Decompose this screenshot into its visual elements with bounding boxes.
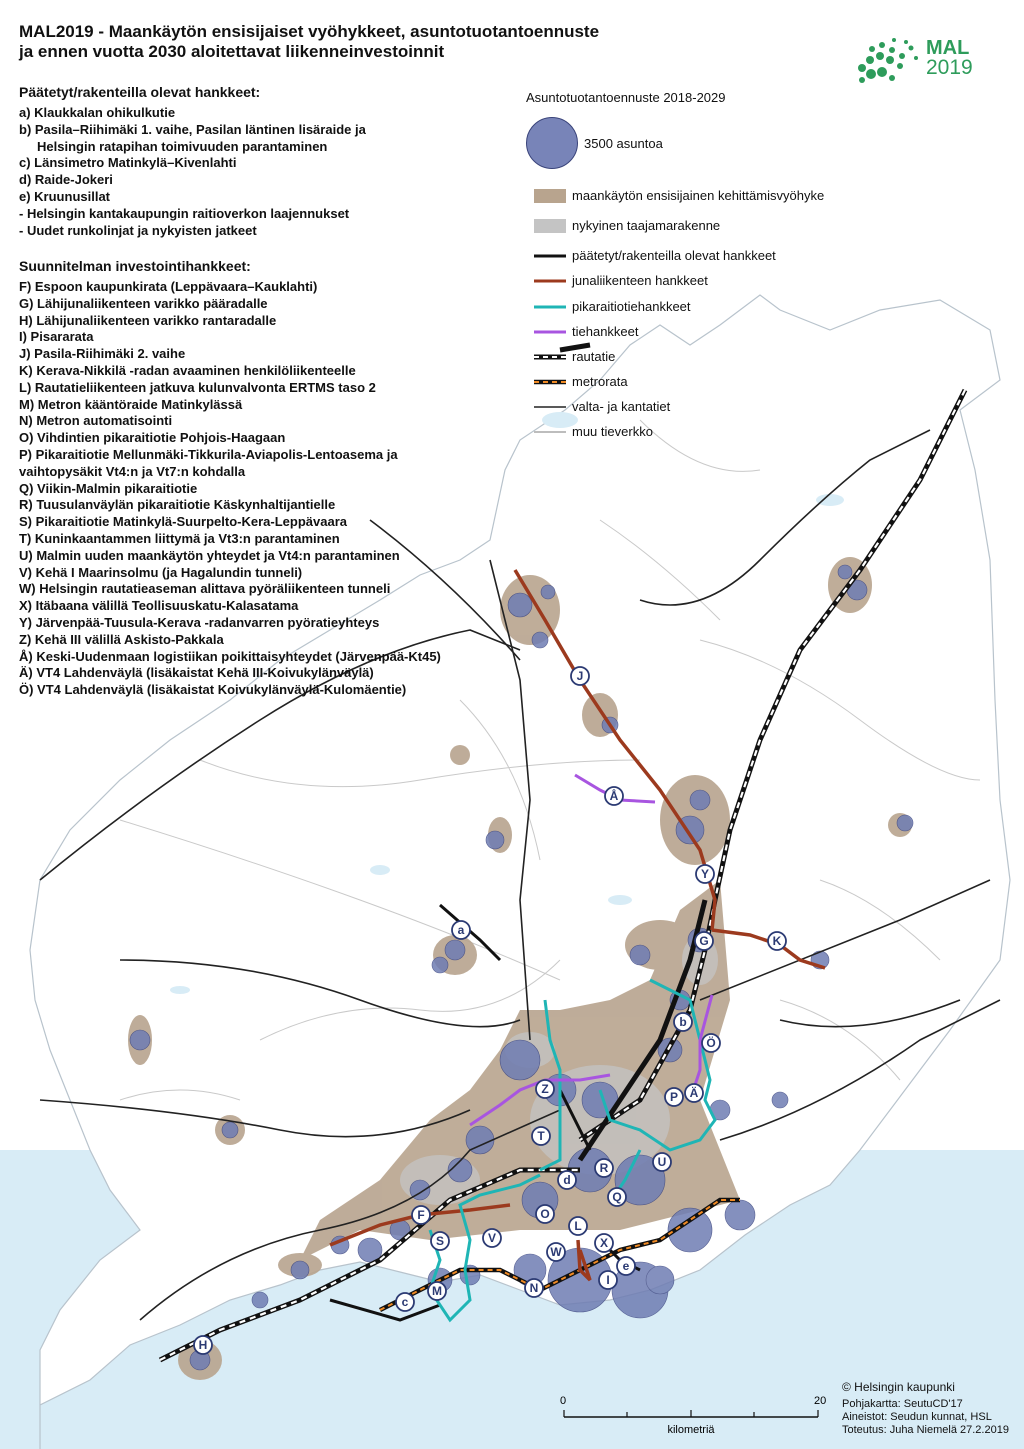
sources-credit: Aineistot: Seudun kunnat, HSL xyxy=(842,1411,992,1423)
legend-row-rail-project xyxy=(526,271,886,291)
legend-row-minor-road xyxy=(526,422,886,442)
marker-H xyxy=(194,1336,212,1354)
marker-R-label: R xyxy=(599,1161,609,1175)
lake xyxy=(170,986,190,994)
planned-projects-heading: Suunnitelman investointihankkeet: xyxy=(19,258,251,274)
planned-item: X) Itäbaana välillä Teollisuuskatu-Kalasatama xyxy=(19,598,299,614)
scale-unit-label: kilometriä xyxy=(667,1424,715,1436)
marker-J xyxy=(571,667,589,685)
marker-A-umlaut-label: Ä xyxy=(689,1086,699,1100)
marker-O-umlaut-label: Ö xyxy=(706,1036,716,1050)
scale-start-label: 0 xyxy=(560,1395,567,1407)
legend-row-decided xyxy=(526,246,886,266)
completed-item: d) Raide-Jokeri xyxy=(19,172,113,188)
mal-logo-text xyxy=(926,38,973,78)
planned-item: Ä) VT4 Lahdenväylä (lisäkaistat Kehä III-Koivukylänväylä) xyxy=(19,665,374,681)
planned-item: S) Pikaraitiotie Matinkylä-Suurpelto-Kera-Leppävaara xyxy=(19,514,347,530)
planned-item: V) Kehä I Maarinsolmu (ja Hagalundin tunneli) xyxy=(19,564,303,580)
legend-label: nykyinen taajamarakenne xyxy=(572,218,721,233)
logo-year: 2019 xyxy=(926,56,973,79)
marker-O-umlaut xyxy=(702,1034,720,1052)
marker-J-label: J xyxy=(576,669,584,683)
marker-e-label: e xyxy=(622,1259,630,1273)
map-credits xyxy=(842,1381,1009,1437)
planned-item: N) Metron automatisointi xyxy=(19,413,173,429)
marker-S-label: S xyxy=(435,1234,445,1248)
planned-item: Ö) VT4 Lahdenväylä (lisäkaistat Koivukylänväylä-Kulomäentie) xyxy=(19,682,407,698)
completed-item: b) Pasila–Riihimäki 1. vaihe, Pasilan läntinen lisäraide ja xyxy=(19,121,366,137)
planned-item: F) Espoon kaupunkirata (Leppävaara–Kauklahti) xyxy=(19,279,318,294)
marker-X-label: X xyxy=(599,1236,609,1250)
marker-F-label: F xyxy=(417,1208,425,1222)
marker-K-label: K xyxy=(772,934,782,948)
planned-item: Z) Kehä III välillä Askisto-Pakkala xyxy=(19,631,224,647)
marker-H-label: H xyxy=(198,1338,208,1352)
legend-urban-swatch xyxy=(534,219,566,233)
legend-row-zone xyxy=(526,186,886,206)
legend-minor-road-line xyxy=(534,425,566,439)
completed-projects-heading: Päätetyt/rakenteilla olevat hankkeet: xyxy=(19,84,261,100)
marker-A-umlaut xyxy=(685,1084,703,1102)
marker-S xyxy=(431,1232,449,1250)
lake xyxy=(370,865,390,875)
marker-M-label: M xyxy=(432,1284,442,1298)
legend-row-urban xyxy=(526,216,886,236)
marker-a xyxy=(452,921,470,939)
map-title-line-2: ja ennen vuotta 2030 aloitettavat liikenneinvestoinnit xyxy=(19,42,445,61)
planned-item: R) Tuusulanväylän pikaraitiotie Käskynhaltijantielle xyxy=(19,497,336,513)
marker-O xyxy=(536,1205,554,1223)
legend-metro-line xyxy=(534,375,566,389)
marker-c-label: c xyxy=(401,1295,409,1309)
marker-R xyxy=(595,1159,613,1177)
planned-item: T) Kuninkaantammen liittymä ja Vt3:n parantaminen xyxy=(19,530,340,546)
marker-O-label: O xyxy=(540,1207,550,1221)
completed-item: c) Länsimetro Matinkylä–Kivenlahti xyxy=(19,155,237,171)
legend-rail-project-line xyxy=(534,274,566,288)
planned-item: U) Malmin uuden maankäytön yhteydet ja Vt4:n parantaminen xyxy=(19,547,400,563)
marker-T-label: T xyxy=(537,1129,545,1143)
legend-label: valta- ja kantatiet xyxy=(572,399,671,414)
marker-I-label: I xyxy=(606,1273,610,1287)
legend-label: päätetyt/rakenteilla olevat hankkeet xyxy=(572,248,776,263)
legend-zone-swatch xyxy=(534,189,566,203)
scale-end-label: 20 xyxy=(814,1395,827,1407)
completed-projects-list xyxy=(19,84,366,239)
marker-V xyxy=(483,1229,501,1247)
planned-item: Y) Järvenpää-Tuusula-Kerava -radanvarren pyöratieyhteys xyxy=(19,614,380,630)
lake xyxy=(816,494,844,506)
planned-item: Q) Viikin-Malmin pikaraitiotie xyxy=(19,480,198,496)
planned-item: O) Vihdintien pikaraitiotie Pohjois-Haagaan xyxy=(19,430,286,446)
planned-item: I) Pisararata xyxy=(19,329,94,345)
legend-row-metro xyxy=(526,372,886,392)
completed-item: - Helsingin kantakaupungin raitioverkon laajennukset xyxy=(19,205,350,221)
marker-M xyxy=(428,1282,446,1300)
basemap-credit: Pohjakartta: SeutuCD'17 xyxy=(842,1398,963,1410)
completed-item: - Uudet runkolinjat ja nykyisten jatkeet xyxy=(19,222,257,238)
legend-row-tram xyxy=(526,297,886,317)
completed-item: a) Klaukkalan ohikulkutie xyxy=(19,105,176,120)
marker-K xyxy=(768,932,786,950)
marker-P-label: P xyxy=(669,1090,679,1104)
planned-item: Å) Keski-Uudenmaan logistiikan poikittaisyhteydet (Järvenpää-Kt45) xyxy=(19,648,441,664)
planned-projects-list xyxy=(19,258,441,699)
marker-d xyxy=(558,1171,576,1189)
legend-row-road-project xyxy=(526,322,886,342)
marker-A-ring xyxy=(605,787,623,805)
marker-L-label: L xyxy=(574,1219,582,1233)
legend-highway-line xyxy=(534,400,566,414)
marker-N-label: N xyxy=(529,1281,539,1295)
legend-tram-line xyxy=(534,300,566,314)
marker-W xyxy=(547,1243,565,1261)
marker-T xyxy=(532,1127,550,1145)
planned-item: W) Helsingin rautatieaseman alittava pyöräliikenteen tunneli xyxy=(19,581,391,597)
legend-label: tiehankkeet xyxy=(572,324,639,339)
legend-bubble-label: 3500 asuntoa xyxy=(584,136,663,151)
marker-I xyxy=(599,1271,617,1289)
marker-A-ring-label: Å xyxy=(609,789,619,803)
marker-e xyxy=(617,1257,635,1275)
scale-bar xyxy=(552,1395,832,1445)
marker-Z-label: Z xyxy=(541,1082,549,1096)
marker-Y-label: Y xyxy=(700,867,710,881)
legend-bubble-symbol xyxy=(526,117,578,169)
marker-b-label: b xyxy=(679,1015,687,1029)
logo-word: MAL xyxy=(926,37,970,59)
marker-b xyxy=(674,1013,692,1031)
marker-X xyxy=(595,1234,613,1252)
planned-item: G) Lähijunaliikenteen varikko pääradalle xyxy=(19,295,268,311)
lake xyxy=(608,895,632,905)
copyright-text: © Helsingin kaupunki xyxy=(842,1380,955,1394)
map-title-line-1: MAL2019 - Maankäytön ensisijaiset vyöhykkeet, asuntotuotantoennuste xyxy=(19,22,600,41)
map-title xyxy=(19,22,719,62)
legend-railway-line xyxy=(534,350,566,364)
author-credit: Toteutus: Juha Niemelä 27.2.2019 xyxy=(842,1424,1009,1436)
legend-title: Asuntotuotantoennuste 2018-2029 xyxy=(526,90,726,105)
marker-Z xyxy=(536,1080,554,1098)
marker-G xyxy=(695,932,713,950)
marker-P xyxy=(665,1088,683,1106)
marker-U xyxy=(653,1153,671,1171)
legend-label: rautatie xyxy=(572,349,616,364)
marker-V-label: V xyxy=(487,1231,497,1245)
planned-item: vaihtopysäkit Vt4:n ja Vt7:n kohdalla xyxy=(19,463,246,479)
planned-item: P) Pikaraitiotie Mellunmäki-Tikkurila-Aviapolis-Lentoasema ja xyxy=(19,446,398,462)
legend-decided-line xyxy=(534,249,566,263)
completed-item: e) Kruunusillat xyxy=(19,188,111,204)
legend-label: maankäytön ensisijainen kehittämisvyöhyke xyxy=(572,188,825,203)
legend-label: junaliikenteen hankkeet xyxy=(572,273,708,288)
legend-row-railway xyxy=(526,347,886,367)
marker-d-label: d xyxy=(563,1173,571,1187)
marker-Q-label: Q xyxy=(612,1190,622,1204)
marker-U-label: U xyxy=(657,1155,667,1169)
marker-N xyxy=(525,1279,543,1297)
marker-L xyxy=(569,1217,587,1235)
completed-item: Helsingin ratapihan toimivuuden parantaminen xyxy=(37,138,328,154)
planned-item: H) Lähijunaliikenteen varikko rantaradalle xyxy=(19,312,277,328)
planned-item: M) Metron kääntöraide Matinkylässä xyxy=(19,396,243,412)
marker-F xyxy=(412,1206,430,1224)
legend-row-highway xyxy=(526,397,886,417)
planned-item: K) Kerava-Nikkilä -radan avaaminen henkilöliikenteelle xyxy=(19,362,356,378)
planned-item: J) Pasila-Riihimäki 2. vaihe xyxy=(19,346,186,362)
legend-road-project-line xyxy=(534,325,566,339)
legend-label: pikaraitiotiehankkeet xyxy=(572,299,691,314)
legend-label: metrorata xyxy=(572,374,628,389)
marker-a-label: a xyxy=(457,923,465,937)
marker-G-label: G xyxy=(699,934,709,948)
marker-Y xyxy=(696,865,714,883)
marker-W-label: W xyxy=(550,1245,562,1259)
planned-item: L) Rautatieliikenteen jatkuva kulunvalvonta ERTMS taso 2 xyxy=(19,379,376,395)
marker-Q xyxy=(608,1188,626,1206)
marker-c xyxy=(396,1293,414,1311)
legend-label: muu tieverkko xyxy=(572,424,653,439)
